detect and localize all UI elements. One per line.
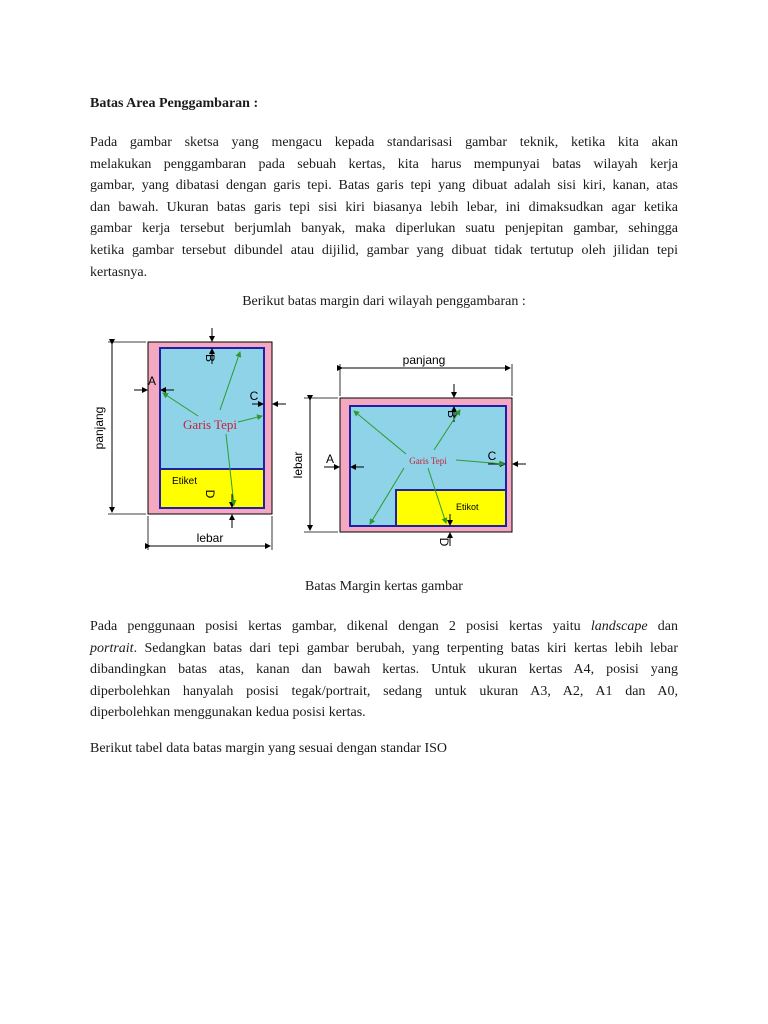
landscape-etiket-label: Etikot bbox=[456, 502, 479, 512]
portrait-garis-tepi-label: Garis Tepi bbox=[182, 417, 238, 432]
paragraph-line: portrait. Sedangkan batas dari tepi gambar berubah, yang terpenting batas kiri kertas lebih lebar bbox=[90, 640, 678, 656]
portrait-d-label: D bbox=[203, 489, 217, 499]
portrait-etiket-box bbox=[160, 469, 264, 508]
paragraph-line: diperbolehkan hanyalah posisi tegak/portrait, sedang untuk ukuran A3, A2, A1 dan A0, bbox=[90, 683, 678, 699]
portrait-b-label: B bbox=[203, 353, 217, 363]
figure-intro-caption: Berikut batas margin dari wilayah penggambaran : bbox=[242, 294, 526, 309]
landscape-paper-diagram bbox=[291, 353, 526, 547]
landscape-etiket-box bbox=[396, 490, 506, 526]
paragraph-line: kertasnya. bbox=[90, 264, 148, 280]
portrait-a-label: A bbox=[147, 374, 157, 388]
portrait-panjang-label: panjang bbox=[92, 406, 106, 450]
landscape-b-label: B bbox=[445, 409, 459, 419]
figure-caption: Batas Margin kertas gambar bbox=[305, 579, 463, 594]
table-intro-text: Berikut tabel data batas margin yang sesuai dengan standar ISO bbox=[90, 741, 448, 756]
paragraph-line: gambar, yang dibatasi dengan garis tepi. Batas garis tepi yang dibuat adalah sisi kiri, kanan, atas bbox=[90, 178, 678, 194]
paragraph-line: ketika gambar tersebut dibundel atau dijilid, gambar yang dibuat tidak tertutup oleh jilidan tepi bbox=[90, 242, 678, 258]
landscape-garis-tepi-label: Garis Tepi bbox=[409, 456, 447, 466]
section-heading: Batas Area Penggambaran : bbox=[90, 96, 259, 111]
portrait-paper-diagram bbox=[92, 328, 286, 550]
landscape-panjang-label: panjang bbox=[402, 353, 446, 367]
orientation-paragraph bbox=[90, 616, 678, 724]
paragraph-line: diperbolehkan menggunakan kedua posisi kertas. bbox=[90, 705, 366, 721]
portrait-term: portrait bbox=[90, 640, 134, 656]
landscape-c-label: C bbox=[487, 449, 497, 463]
intro-paragraph bbox=[90, 132, 678, 283]
landscape-lebar-label: lebar bbox=[291, 451, 305, 479]
paragraph-line: Pada penggunaan posisi kertas gambar, dikenal dengan 2 posisi kertas yaitu landscape dan bbox=[90, 619, 679, 634]
paragraph-line: dibandingkan batas atas, kanan dan bawah kertas. Untuk ukuran kertas A4, posisi yang bbox=[90, 662, 678, 678]
margin-diagram bbox=[88, 318, 548, 558]
portrait-etiket-label: Etiket bbox=[172, 476, 198, 487]
paragraph-line: gambar kerja tersebut berjumlah banyak, maka diperlukan suatu penjepitan gambar, sehingga bbox=[90, 221, 678, 237]
portrait-lebar-label: lebar bbox=[196, 531, 224, 545]
portrait-c-label: C bbox=[249, 389, 259, 403]
landscape-term: landscape bbox=[590, 619, 648, 634]
landscape-d-label: D bbox=[437, 537, 451, 547]
paragraph-line: melakukan penggambaran pada sebuah kertas, kita harus mempunyai batas wilayah kerja bbox=[90, 156, 678, 172]
paragraph-line: dan bawah. Ukuran batas garis tepi sisi kiri biasanya lebih lebar, ini dimaksudkan agar ketika bbox=[90, 199, 678, 215]
landscape-a-label: A bbox=[325, 452, 335, 466]
paragraph-line: Pada gambar sketsa yang mengacu kepada standarisasi gambar teknik, ketika kita akan bbox=[90, 135, 678, 150]
